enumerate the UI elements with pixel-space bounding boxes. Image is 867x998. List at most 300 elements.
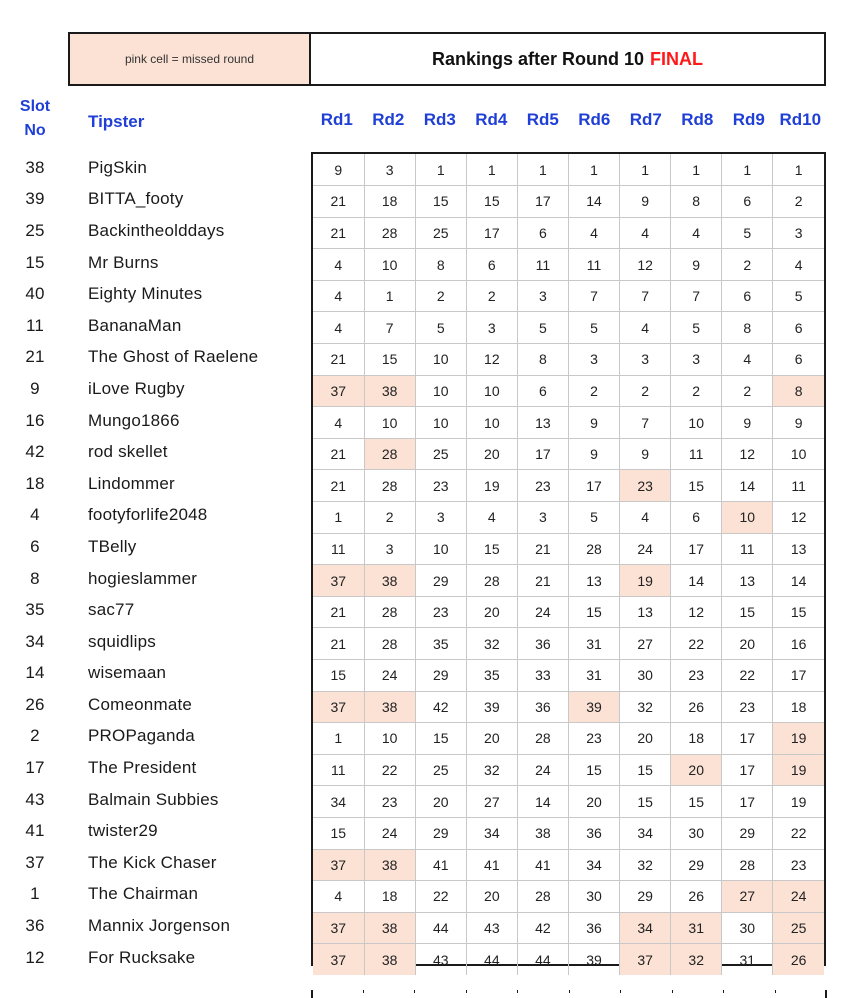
rank-cell: 13 — [722, 565, 773, 597]
rank-cell: 19 — [773, 723, 824, 755]
tipster-name: wisemaan — [88, 663, 167, 683]
rank-cell: 13 — [568, 565, 619, 597]
rank-cell: 1 — [620, 154, 671, 186]
rank-cell: 16 — [773, 628, 824, 660]
tipster-name: Mr Burns — [88, 252, 159, 272]
rank-cell: 20 — [466, 438, 517, 470]
rank-cell: 32 — [466, 628, 517, 660]
tipster-row — [0, 500, 311, 532]
rank-row — [313, 849, 824, 881]
rank-cell: 13 — [620, 596, 671, 628]
rank-cell: 15 — [722, 596, 773, 628]
rank-cell: 28 — [364, 596, 415, 628]
rank-cell: 15 — [364, 344, 415, 376]
rank-cell: 41 — [466, 849, 517, 881]
tipster-name: twister29 — [88, 821, 158, 841]
rank-cell: 1 — [313, 723, 364, 755]
rank-cell: 3 — [517, 502, 568, 534]
round-header-9: Rd9 — [732, 110, 765, 129]
tipster-name: The Ghost of Raelene — [88, 347, 259, 367]
slot-number: 35 — [25, 600, 45, 620]
rank-cell: 37 — [313, 912, 364, 944]
rank-cell: 12 — [722, 438, 773, 470]
rank-cell: 10 — [415, 533, 466, 565]
rank-cell: 11 — [722, 533, 773, 565]
rank-cell: 6 — [671, 502, 722, 534]
rank-cell: 1 — [722, 154, 773, 186]
rank-cell: 2 — [364, 502, 415, 534]
tick-mark — [825, 990, 827, 998]
tick-mark — [620, 990, 621, 993]
rank-cell: 19 — [620, 565, 671, 597]
tipster-name: The Kick Chaser — [88, 852, 217, 872]
rank-cell: 5 — [722, 217, 773, 249]
rank-cell: 9 — [620, 186, 671, 218]
rank-cell: 17 — [517, 438, 568, 470]
rank-cell: 37 — [313, 375, 364, 407]
rank-cell: 38 — [364, 944, 415, 976]
rank-cell: 11 — [773, 470, 824, 502]
rank-row — [313, 817, 824, 849]
rank-cell: 6 — [773, 344, 824, 376]
rank-cell: 4 — [671, 217, 722, 249]
rank-row — [313, 375, 824, 407]
rank-cell: 26 — [671, 881, 722, 913]
rank-cell: 31 — [568, 628, 619, 660]
rank-cell: 27 — [722, 881, 773, 913]
bottom-border-ticks — [311, 990, 826, 998]
rank-cell: 15 — [313, 817, 364, 849]
rank-cell: 15 — [415, 186, 466, 218]
rank-cell: 15 — [568, 754, 619, 786]
rank-cell: 28 — [517, 723, 568, 755]
tipster-row — [0, 342, 311, 374]
rank-cell: 39 — [568, 944, 619, 976]
rank-cell: 28 — [568, 533, 619, 565]
rank-row — [313, 344, 824, 376]
rank-cell: 44 — [517, 944, 568, 976]
rank-cell: 36 — [568, 912, 619, 944]
tipster-list — [0, 152, 311, 973]
tick-mark — [672, 990, 673, 993]
tipster-name: Mungo1866 — [88, 410, 180, 430]
rank-cell: 12 — [671, 596, 722, 628]
rank-cell: 15 — [671, 470, 722, 502]
tipster-name: rod skellet — [88, 442, 168, 462]
tipster-row — [0, 563, 311, 595]
rank-cell: 1 — [517, 154, 568, 186]
rank-cell: 24 — [773, 881, 824, 913]
rank-cell: 20 — [671, 754, 722, 786]
rank-cell: 13 — [517, 407, 568, 439]
rank-cell: 28 — [364, 470, 415, 502]
rank-cell: 9 — [722, 407, 773, 439]
rank-cell: 44 — [415, 912, 466, 944]
rank-cell: 14 — [722, 470, 773, 502]
tipster-row — [0, 373, 311, 405]
rank-cell: 23 — [773, 849, 824, 881]
rank-cell: 7 — [620, 407, 671, 439]
rank-cell: 22 — [722, 660, 773, 692]
rank-cell: 29 — [415, 817, 466, 849]
rank-cell: 38 — [364, 565, 415, 597]
rank-cell: 1 — [568, 154, 619, 186]
legend-note: pink cell = missed round — [68, 32, 311, 86]
slot-number: 41 — [25, 821, 45, 841]
rank-cell: 11 — [313, 754, 364, 786]
tipster-row — [0, 310, 311, 342]
rank-cell: 20 — [722, 628, 773, 660]
rank-row — [313, 533, 824, 565]
tipster-name: For Rucksake — [88, 947, 196, 967]
round-header-4: Rd4 — [475, 110, 508, 129]
rank-cell: 38 — [517, 817, 568, 849]
rank-cell: 15 — [568, 596, 619, 628]
rank-cell: 1 — [773, 154, 824, 186]
rank-cell: 10 — [415, 407, 466, 439]
tipster-name: Mannix Jorgenson — [88, 916, 231, 936]
rank-cell: 15 — [466, 186, 517, 218]
tipster-name: PROPaganda — [88, 726, 195, 746]
tipster-row — [0, 784, 311, 816]
rank-cell: 23 — [620, 470, 671, 502]
rank-cell: 22 — [364, 754, 415, 786]
rank-row — [313, 660, 824, 692]
rank-cell: 17 — [722, 754, 773, 786]
rank-cell: 4 — [466, 502, 517, 534]
title-status: FINAL — [650, 48, 704, 69]
tipster-row — [0, 721, 311, 753]
rank-cell: 8 — [773, 375, 824, 407]
slot-number: 2 — [30, 726, 40, 746]
rank-cell: 10 — [671, 407, 722, 439]
rank-cell: 33 — [517, 660, 568, 692]
rank-cell: 17 — [722, 786, 773, 818]
rank-cell: 7 — [671, 280, 722, 312]
tipster-row — [0, 689, 311, 721]
rank-cell: 23 — [415, 596, 466, 628]
tipster-name: squidlips — [88, 631, 156, 651]
rank-cell: 10 — [364, 723, 415, 755]
rank-cell: 29 — [415, 660, 466, 692]
rank-cell: 23 — [517, 470, 568, 502]
slot-number: 34 — [25, 631, 45, 651]
rank-cell: 18 — [773, 691, 824, 723]
rank-cell: 43 — [466, 912, 517, 944]
slot-number: 14 — [25, 663, 45, 683]
tick-mark — [723, 990, 724, 993]
rank-cell: 21 — [517, 533, 568, 565]
slot-number: 9 — [30, 378, 40, 398]
rank-cell: 8 — [517, 344, 568, 376]
rank-cell: 14 — [568, 186, 619, 218]
rank-cell: 17 — [722, 723, 773, 755]
rank-cell: 3 — [773, 217, 824, 249]
rank-cell: 3 — [466, 312, 517, 344]
rank-cell: 10 — [773, 438, 824, 470]
rank-row — [313, 881, 824, 913]
rank-cell: 24 — [620, 533, 671, 565]
tipster-row — [0, 594, 311, 626]
rank-cell: 2 — [722, 375, 773, 407]
tipster-row — [0, 278, 311, 310]
rank-cell: 4 — [773, 249, 824, 281]
round-header-5: Rd5 — [526, 110, 559, 129]
tipster-row — [0, 910, 311, 942]
rank-cell: 10 — [415, 375, 466, 407]
rank-cell: 7 — [364, 312, 415, 344]
rank-cell: 2 — [722, 249, 773, 281]
rank-cell: 32 — [620, 849, 671, 881]
rank-cell: 10 — [466, 407, 517, 439]
rank-cell: 19 — [773, 754, 824, 786]
rank-cell: 9 — [568, 438, 619, 470]
rank-cell: 30 — [568, 881, 619, 913]
rank-row — [313, 912, 824, 944]
rank-cell: 11 — [313, 533, 364, 565]
rank-cell: 9 — [568, 407, 619, 439]
tipster-name: Balmain Subbies — [88, 789, 219, 809]
tipster-row — [0, 815, 311, 847]
slot-number: 21 — [25, 347, 45, 367]
rank-cell: 15 — [620, 786, 671, 818]
rank-cell: 39 — [568, 691, 619, 723]
page-title — [311, 32, 826, 86]
tipster-row — [0, 405, 311, 437]
rank-cell: 9 — [313, 154, 364, 186]
rank-cell: 29 — [722, 817, 773, 849]
tick-mark — [311, 990, 313, 998]
rank-cell: 28 — [466, 565, 517, 597]
rank-row — [313, 280, 824, 312]
slot-number: 38 — [25, 157, 45, 177]
rank-cell: 42 — [517, 912, 568, 944]
rank-cell: 4 — [313, 249, 364, 281]
rank-cell: 23 — [568, 723, 619, 755]
rank-cell: 23 — [415, 470, 466, 502]
rank-cell: 20 — [568, 786, 619, 818]
tipster-row — [0, 468, 311, 500]
rank-row — [313, 407, 824, 439]
tipster-name: BananaMan — [88, 315, 182, 335]
rank-cell: 28 — [364, 217, 415, 249]
rank-cell: 20 — [466, 723, 517, 755]
rank-row — [313, 217, 824, 249]
rank-cell: 2 — [671, 375, 722, 407]
slot-number: 42 — [25, 442, 45, 462]
rank-cell: 9 — [620, 438, 671, 470]
rank-cell: 26 — [671, 691, 722, 723]
rank-cell: 34 — [313, 786, 364, 818]
rank-cell: 6 — [722, 186, 773, 218]
rank-cell: 25 — [415, 438, 466, 470]
rank-cell: 10 — [364, 407, 415, 439]
rank-cell: 38 — [364, 849, 415, 881]
rank-row — [313, 596, 824, 628]
rank-cell: 3 — [364, 154, 415, 186]
rank-cell: 37 — [313, 849, 364, 881]
rank-cell: 1 — [313, 502, 364, 534]
rank-cell: 4 — [313, 312, 364, 344]
slot-number: 25 — [25, 220, 45, 240]
rank-cell: 10 — [364, 249, 415, 281]
rank-cell: 22 — [773, 817, 824, 849]
slot-number: 17 — [25, 758, 45, 778]
rank-cell: 38 — [364, 691, 415, 723]
slot-number: 26 — [25, 694, 45, 714]
slot-number: 18 — [25, 473, 45, 493]
rank-cell: 37 — [313, 691, 364, 723]
tick-mark — [363, 990, 364, 993]
rank-cell: 10 — [415, 344, 466, 376]
rank-cell: 23 — [671, 660, 722, 692]
tipster-row — [0, 531, 311, 563]
rank-row — [313, 786, 824, 818]
rank-cell: 34 — [466, 817, 517, 849]
rank-cell: 6 — [773, 312, 824, 344]
rank-cell: 20 — [415, 786, 466, 818]
tick-mark — [569, 990, 570, 993]
tipster-name: The President — [88, 758, 197, 778]
rank-cell: 18 — [364, 186, 415, 218]
rank-cell: 3 — [620, 344, 671, 376]
round-header-3: Rd3 — [423, 110, 456, 129]
rank-cell: 13 — [773, 533, 824, 565]
rank-cell: 5 — [568, 502, 619, 534]
rank-cell: 34 — [620, 817, 671, 849]
rank-cell: 3 — [364, 533, 415, 565]
slot-number: 11 — [25, 315, 45, 335]
rank-cell: 28 — [364, 438, 415, 470]
tipster-row — [0, 752, 311, 784]
rank-cell: 27 — [466, 786, 517, 818]
slot-number: 36 — [25, 916, 45, 936]
tipster-header: Tipster — [88, 112, 145, 131]
rank-cell: 37 — [313, 944, 364, 976]
rank-row — [313, 470, 824, 502]
rank-cell: 4 — [722, 344, 773, 376]
rank-cell: 41 — [415, 849, 466, 881]
rank-cell: 17 — [517, 186, 568, 218]
tipster-name: Comeonmate — [88, 694, 193, 714]
rank-cell: 8 — [722, 312, 773, 344]
title-main: Rankings after Round 10 — [431, 48, 645, 69]
rank-cell: 4 — [620, 312, 671, 344]
rank-cell: 12 — [620, 249, 671, 281]
tipster-name: Backintheolddays — [88, 220, 225, 240]
rank-cell: 4 — [313, 280, 364, 312]
rank-cell: 5 — [671, 312, 722, 344]
tipster-name: Lindommer — [88, 473, 175, 493]
rank-cell: 2 — [466, 280, 517, 312]
rank-cell: 28 — [517, 881, 568, 913]
slot-number: 39 — [25, 189, 45, 209]
rank-cell: 36 — [517, 691, 568, 723]
slot-no-header: Slot No — [19, 98, 51, 139]
rank-cell: 2 — [620, 375, 671, 407]
tipster-row — [0, 247, 311, 279]
rank-cell: 11 — [671, 438, 722, 470]
tipster-row — [0, 879, 311, 911]
rank-cell: 12 — [773, 502, 824, 534]
rank-cell: 8 — [671, 186, 722, 218]
tipster-name: hogieslammer — [88, 568, 198, 588]
rank-cell: 21 — [313, 470, 364, 502]
rank-cell: 30 — [620, 660, 671, 692]
tick-mark — [466, 990, 467, 993]
rank-cell: 35 — [415, 628, 466, 660]
rank-cell: 7 — [620, 280, 671, 312]
slot-number: 4 — [30, 505, 40, 525]
rank-cell: 9 — [671, 249, 722, 281]
rank-cell: 20 — [466, 881, 517, 913]
rank-row — [313, 502, 824, 534]
rank-cell: 9 — [773, 407, 824, 439]
rank-row — [313, 628, 824, 660]
rank-cell: 30 — [722, 912, 773, 944]
rank-cell: 10 — [466, 375, 517, 407]
rank-cell: 4 — [568, 217, 619, 249]
rank-cell: 24 — [517, 754, 568, 786]
rank-cell: 29 — [671, 849, 722, 881]
rank-cell: 21 — [313, 628, 364, 660]
rank-cell: 17 — [671, 533, 722, 565]
rank-cell: 19 — [466, 470, 517, 502]
tipster-row — [0, 847, 311, 879]
rank-cell: 24 — [364, 817, 415, 849]
slot-number: 15 — [25, 252, 45, 272]
rank-cell: 25 — [415, 754, 466, 786]
rank-cell: 21 — [313, 217, 364, 249]
rank-cell: 15 — [415, 723, 466, 755]
slot-number: 12 — [25, 947, 45, 967]
rank-cell: 2 — [415, 280, 466, 312]
rank-cell: 1 — [671, 154, 722, 186]
rank-cell: 15 — [773, 596, 824, 628]
tipster-row — [0, 436, 311, 468]
rank-cell: 39 — [466, 691, 517, 723]
rank-cell: 38 — [364, 375, 415, 407]
tipster-name: The Chairman — [88, 884, 199, 904]
rank-cell: 20 — [466, 596, 517, 628]
rank-cell: 1 — [415, 154, 466, 186]
rank-cell: 25 — [415, 217, 466, 249]
rank-cell: 34 — [620, 912, 671, 944]
rank-cell: 11 — [517, 249, 568, 281]
tipster-name: Eighty Minutes — [88, 284, 203, 304]
rank-cell: 12 — [466, 344, 517, 376]
slot-number: 1 — [30, 884, 40, 904]
slot-number: 8 — [30, 568, 40, 588]
round-header-1: Rd1 — [320, 110, 353, 129]
slot-number: 37 — [25, 852, 45, 872]
rank-cell: 35 — [466, 660, 517, 692]
rank-row — [313, 312, 824, 344]
rank-row — [313, 249, 824, 281]
rank-cell: 1 — [364, 280, 415, 312]
rank-cell: 4 — [620, 502, 671, 534]
rank-cell: 2 — [568, 375, 619, 407]
rank-cell: 3 — [517, 280, 568, 312]
tipster-row — [0, 152, 311, 184]
rank-row — [313, 754, 824, 786]
rank-cell: 17 — [466, 217, 517, 249]
tick-mark — [414, 990, 415, 993]
rankings-grid — [311, 152, 826, 966]
rank-cell: 6 — [722, 280, 773, 312]
rank-cell: 4 — [313, 407, 364, 439]
rank-row — [313, 723, 824, 755]
